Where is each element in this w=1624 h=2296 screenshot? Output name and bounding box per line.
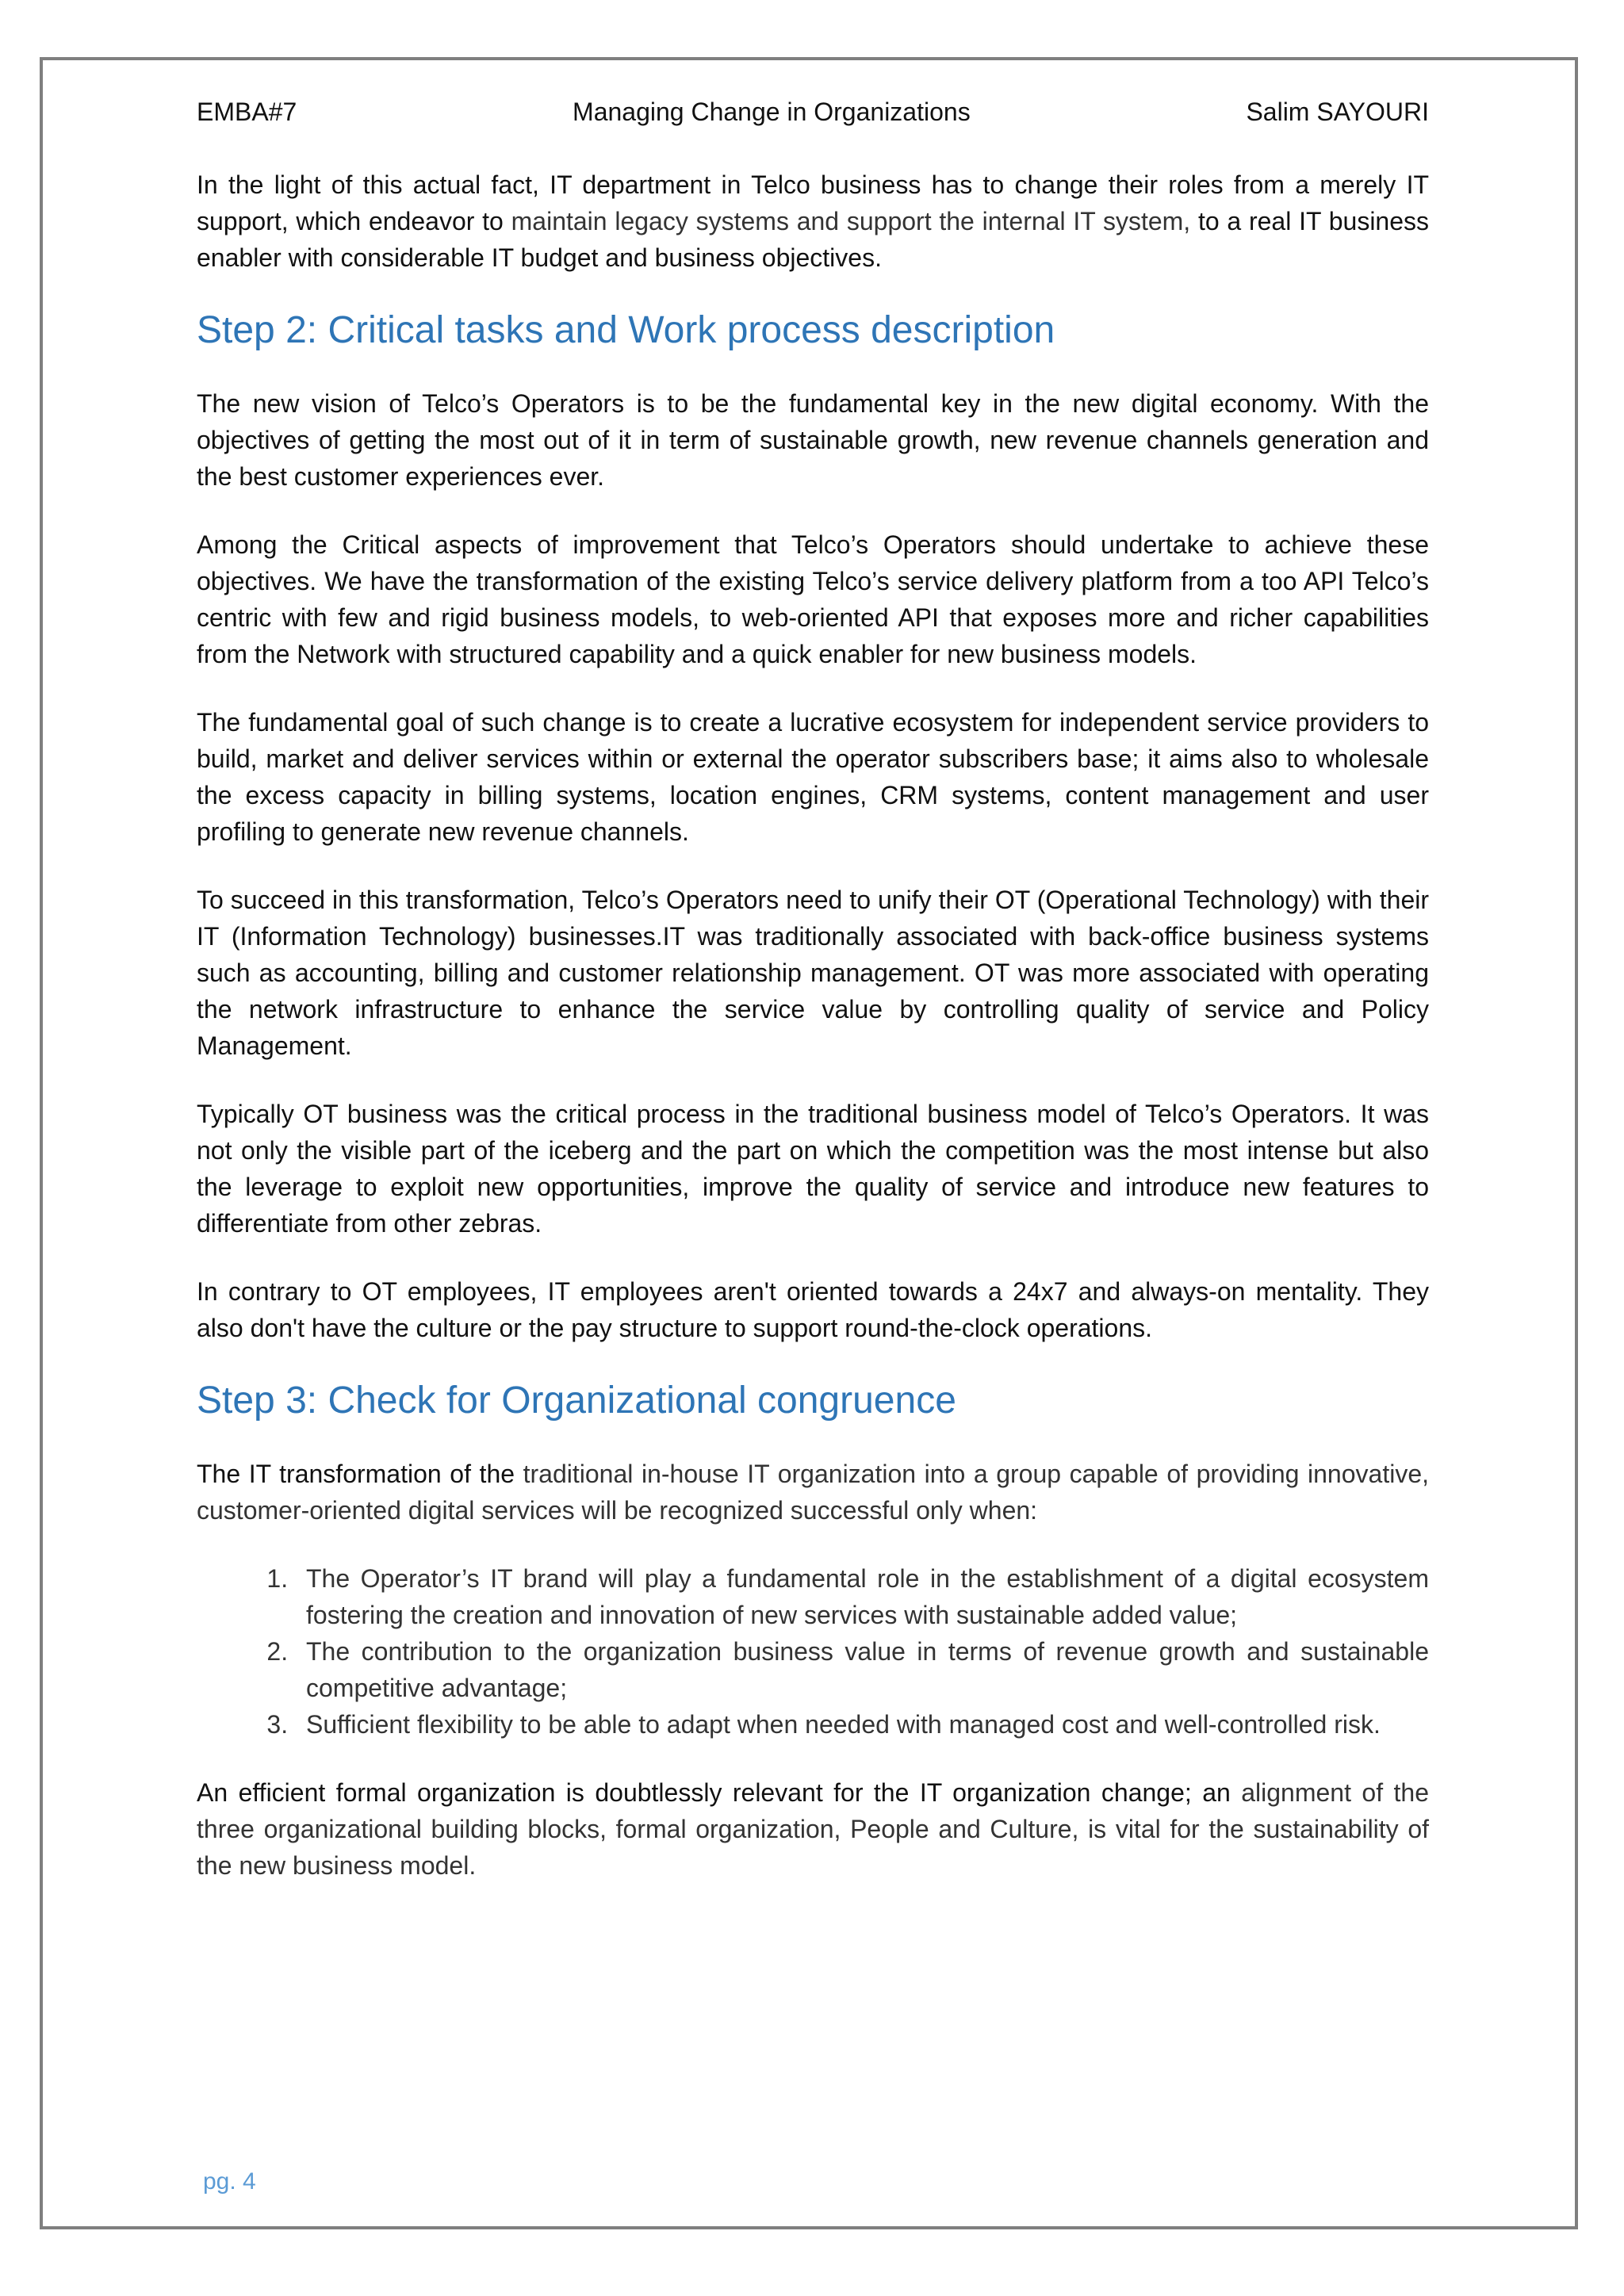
step2-paragraph: To succeed in this transformation, Telco’s Operators need to unify their OT (Operational Technology) with their IT (Information Technology) businesses.IT was traditionally associated with back-office business systems such as accounting, billing and customer relationship management. OT was more associated with operating the network infrastructure to enhance the service value by controlling quality of service and Policy Management. — [197, 886, 1429, 1060]
step3-intro-text-1: The IT transformation of the — [197, 1460, 523, 1488]
intro-paragraph — [197, 166, 1429, 276]
intro-text-3: to a real IT business enabler with considerable IT budget and business objectives. — [197, 207, 1430, 272]
page-header — [197, 94, 1429, 130]
closing-text-2: alignment of the three organizational building blocks, formal organization, People and Culture, is vital for the sustainability of the new business model. — [197, 1778, 1430, 1880]
step3-heading: Step 3: Check for Organizational congruence — [197, 1380, 956, 1422]
step2-paragraph: The fundamental goal of such change is to create a lucrative ecosystem for independent service providers to build, market and deliver services within or external the operator subscribers base; it aims also to wholesale the excess capacity in billing systems, location engines, CRM systems, content management and user profiling to generate new revenue channels. — [197, 708, 1429, 846]
document-body — [197, 94, 1429, 1915]
page-number: pg. 4 — [203, 2168, 256, 2195]
step3-intro-text-2: traditional in-house IT organization into a group capable of providing innovative, customer-oriented digital services will be recognized successful only when: — [197, 1460, 1430, 1525]
step2-paragraph: In contrary to OT employees, IT employees aren't oriented towards a 24x7 and always-on mentality. They also don't have the culture or the pay structure to support round-the-clock operations. — [197, 1277, 1429, 1342]
intro-text-2: maintain legacy systems and support the internal IT system, — [511, 207, 1191, 235]
header-center: Managing Change in Organizations — [573, 98, 971, 126]
header-right: Salim SAYOURI — [1246, 98, 1429, 126]
step2-paragraph: Typically OT business was the critical process in the traditional business model of Telco’s Operators. It was not only the visible part of the iceberg and the part on which the competition was the most intense but also the leverage to exploit new opportunities, improve the quality of service and introduce new features to differentiate from other zebras. — [197, 1100, 1429, 1238]
step3-intro-paragraph — [197, 1456, 1429, 1529]
list-item: 2. The contribution to the organization business value in terms of revenue growth and sustainable competitive advantage; — [295, 1633, 1429, 1706]
closing-text-1: An efficient formal organization is doubtlessly relevant for the IT organization change; an — [197, 1778, 1242, 1807]
intro-text-1: In the light of this actual fact, IT department in Telco business has to change their roles from a merely IT support, which endeavor to — [197, 170, 1429, 235]
criteria-list — [197, 1560, 1429, 1743]
list-item: 1. The Operator’s IT brand will play a fundamental role in the establishment of a digital ecosystem fostering the creation and innovation of new services with sustainable added value; — [295, 1560, 1429, 1633]
list-item: 3. Sufficient flexibility to be able to adapt when needed with managed cost and well-controlled risk. — [295, 1706, 1429, 1743]
step2-paragraph: The new vision of Telco’s Operators is to be the fundamental key in the new digital economy. With the objectives of getting the most out of it in term of sustainable growth, new revenue channels generation and the best customer experiences ever. — [197, 389, 1429, 491]
closing-paragraph — [197, 1774, 1429, 1884]
step2-paragraph: Among the Critical aspects of improvement that Telco’s Operators should undertake to achieve these objectives. We have the transformation of the existing Telco’s service delivery platform from a too API Telco’s centric with few and rigid business models, to web-oriented API that exposes more and richer capabilities from the Network with structured capability and a quick enabler for new business models. — [197, 530, 1429, 668]
step2-heading: Step 2: Critical tasks and Work process description — [197, 309, 1055, 351]
header-left: EMBA#7 — [197, 98, 297, 126]
